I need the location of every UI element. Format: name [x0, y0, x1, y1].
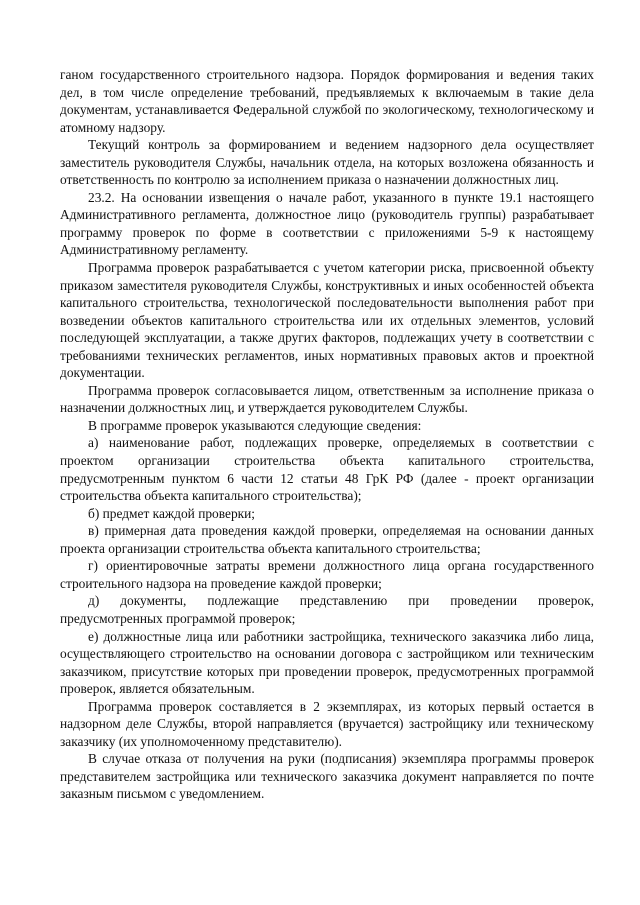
paragraph-program-approval: Программа проверок согласовывается лицом, ответственным за исполнение приказа о назначении должностных лиц, и утверждается руководителем Службы. [60, 382, 594, 416]
paragraph-program-contents-intro: В программе проверок указываются следующие сведения: [88, 417, 422, 433]
paragraph-current-control: Текущий контроль за формированием и ведением надзорного дела осуществляет заместитель руководителя Службы, начальник отдела, на которых возложена обязанность и ответственность по контролю за исполнением приказа о назначении должностных лиц. [60, 137, 594, 188]
list-item-v: в) примерная дата проведения каждой проверки, определяемая на основании данных проекта организации строительства объекта капитального строительства; [60, 523, 594, 556]
list-item-a: а) наименование работ, подлежащих проверке, определяемых в соответствии с проектом организации строительства объекта капитального строительства, предусмотренным пунктом 6 части 12 статьи 48 ГрК РФ (далее - проект организации строительства объекта капитального строительства); [60, 435, 594, 504]
document-page [60, 66, 594, 803]
paragraph-program-development: Программа проверок разрабатывается с учетом категории риска, присвоенной объекту приказом заместителя руководителя Службы, конструктивных и иных особенностей объекта капитального строительства, технологической последовательности выполнения работ при возведении объектов капитального строительства или их отдельных элементов, условий последующей эксплуатации, а также других факторов, подлежащих учету в соответствии с требованиями технических регламентов, иных нормативных правовых актов и проектной документации. [60, 260, 594, 381]
list-item-e: е) должностные лица или работники застройщика, технического заказчика либо лица, осуществляющего строительство на основании договора с застройщиком или техническим заказчиком, присутствие которых при проведении проверок, предусмотренных программой проверок, является обязательным. [60, 628, 594, 697]
paragraph-clause-23-2: 23.2. На основании извещения о начале работ, указанного в пункте 19.1 настоящего Административного регламента, должностное лицо (руководитель группы) разрабатывает программу проверок по форме в соответствии с приложениями 5-9 к настоящему Административному регламенту. [60, 189, 594, 258]
paragraph-continuation: ганом государственного строительного надзора. Порядок формирования и ведения таких дел, в том числе определение требований, предъявляемых к включаемым в такие дела документам, устанавливается Федеральной службой по экологическому, технологическому и атомному надзору. [60, 67, 594, 135]
paragraph-refusal: В случае отказа от получения на руки (подписания) экземпляра программы проверок представителем застройщика или технического заказчика документ направляется по почте заказным письмом с уведомлением. [60, 751, 594, 802]
paragraph-copies: Программа проверок составляется в 2 экземплярах, из которых первый остается в надзорном деле Службы, второй направляется (вручается) застройщику или техническому заказчику (их уполномоченному представителю). [60, 698, 594, 749]
list-item-g: г) ориентировочные затраты времени должностного лица органа государственного строительного надзора на проведение каждой проверки; [60, 558, 594, 591]
list-item-d: д) документы, подлежащие представлению при проведении проверок, предусмотренных программой проверок; [60, 593, 594, 626]
list-item-b: б) предмет каждой проверки; [88, 505, 256, 521]
